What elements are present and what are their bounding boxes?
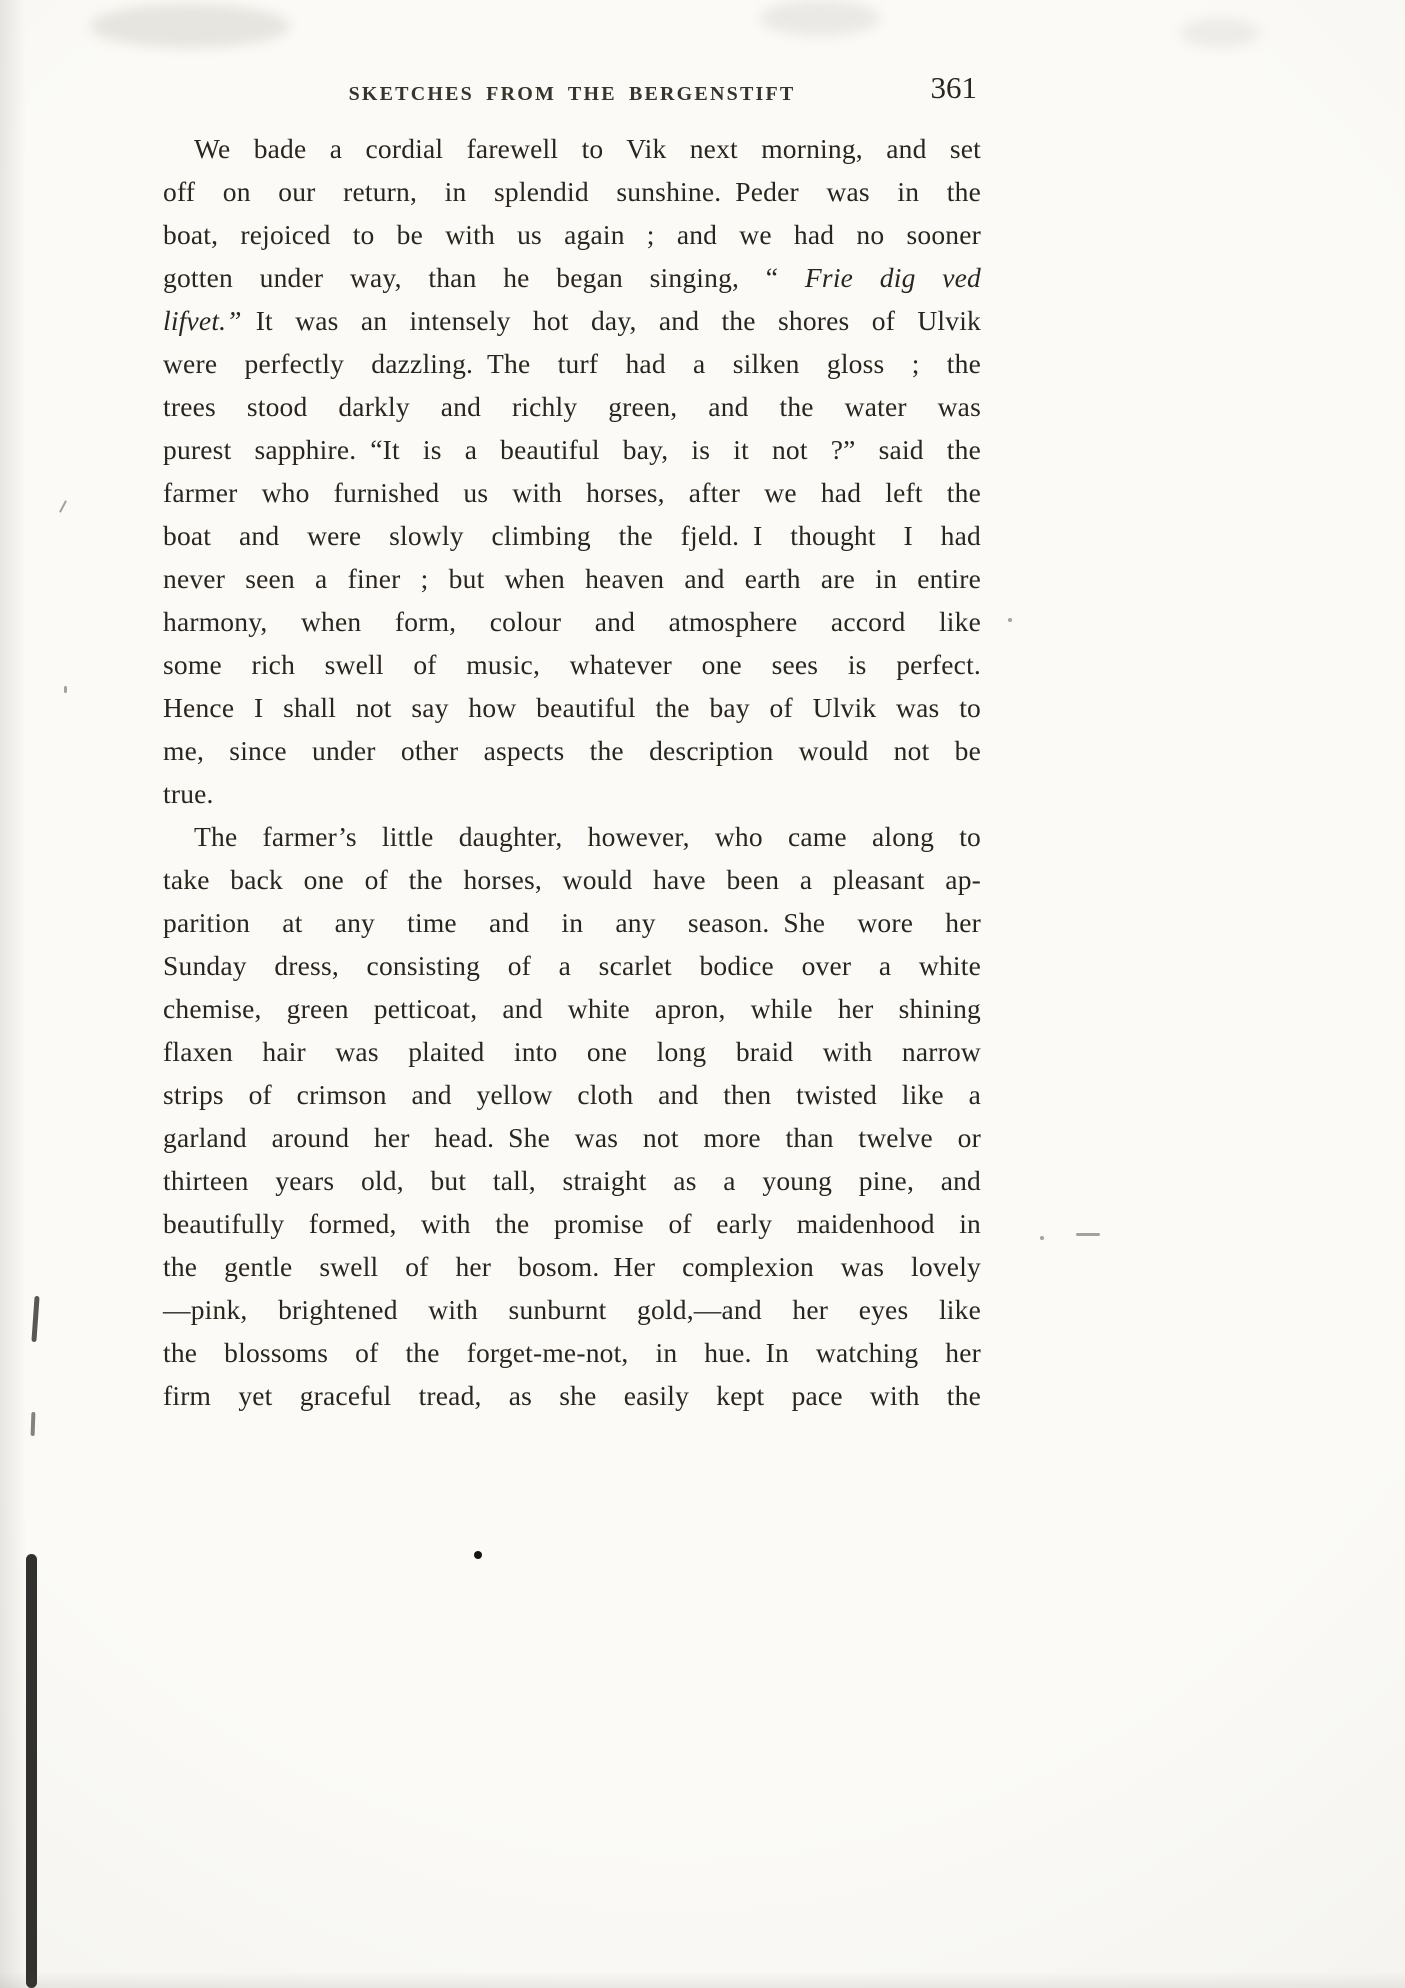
binding-mark	[31, 1296, 39, 1342]
scan-speck	[59, 500, 67, 512]
running-title: SKETCHES FROM THE BERGENSTIFT	[348, 83, 796, 105]
ink-dot	[474, 1551, 482, 1559]
text-line: The farmer’s little daughter, however, who came along to	[194, 821, 981, 852]
text-line: gotten under way, than he began singing, “ Frie dig ved	[163, 262, 981, 293]
text-line: thirteen years old, but tall, straight as a young pine, and	[163, 1165, 981, 1196]
text-line: Hence I shall not say how beautiful the bay of Ulvik was to	[163, 692, 981, 723]
text-line: were perfectly dazzling. The turf had a silken gloss ; the	[163, 348, 981, 379]
text-line: never seen a finer ; but when heaven and earth are in entire	[163, 563, 981, 594]
text-line: We bade a cordial farewell to Vik next morning, and set	[194, 133, 981, 164]
paragraph	[163, 815, 981, 1417]
text-line: purest sapphire. “It is a beautiful bay, is it not ?” said the	[163, 434, 981, 465]
text-line: Sunday dress, consisting of a scarlet bodice over a white	[163, 950, 981, 981]
binding-mark	[31, 1412, 36, 1436]
text-line: parition at any time and in any season. She wore her	[163, 907, 981, 938]
text-line: firm yet graceful tread, as she easily kept pace with the	[163, 1380, 981, 1411]
scan-speck	[1008, 618, 1012, 622]
text-line: some rich swell of music, whatever one sees is perfect.	[163, 649, 981, 680]
page-header	[163, 70, 981, 116]
text-line: farmer who furnished us with horses, after we had left the	[163, 477, 981, 508]
scan-smudge	[760, 0, 880, 36]
text-line: garland around her head. She was not more than twelve or	[163, 1122, 981, 1153]
text-line: the gentle swell of her bosom. Her complexion was lovely	[163, 1251, 981, 1282]
paragraph	[163, 127, 981, 815]
scan-smudge	[90, 4, 290, 48]
text-line: true.	[163, 778, 214, 809]
text-line: flaxen hair was plaited into one long braid with narrow	[163, 1036, 981, 1067]
text-block	[163, 127, 981, 1417]
text-line: chemise, green petticoat, and white apron, while her shining	[163, 993, 981, 1024]
text-line: trees stood darkly and richly green, and the water was	[163, 391, 981, 422]
scan-speck	[1076, 1233, 1100, 1236]
text-line: strips of crimson and yellow cloth and then twisted like a	[163, 1079, 981, 1110]
binding-mark	[26, 1554, 37, 1988]
text-line: boat, rejoiced to be with us again ; and we had no sooner	[163, 219, 981, 250]
scan-smudge	[1180, 18, 1260, 48]
text-line: lifvet.” It was an intensely hot day, and the shores of Ulvik	[163, 305, 981, 336]
scan-speck	[1040, 1236, 1044, 1240]
text-line: off on our return, in splendid sunshine. Peder was in the	[163, 176, 981, 207]
text-line: harmony, when form, colour and atmosphere accord like	[163, 606, 981, 637]
page-number: 361	[930, 70, 977, 105]
text-line: boat and were slowly climbing the fjeld. I thought I had	[163, 520, 981, 551]
text-line: —pink, brightened with sunburnt gold,—and her eyes like	[163, 1294, 981, 1325]
text-line: the blossoms of the forget-me-not, in hue. In watching her	[163, 1337, 981, 1368]
text-line: me, since under other aspects the description would not be	[163, 735, 981, 766]
text-line: take back one of the horses, would have been a pleasant ap-	[163, 864, 981, 895]
text-line: beautifully formed, with the promise of early maidenhood in	[163, 1208, 981, 1239]
scan-speck	[64, 686, 67, 693]
